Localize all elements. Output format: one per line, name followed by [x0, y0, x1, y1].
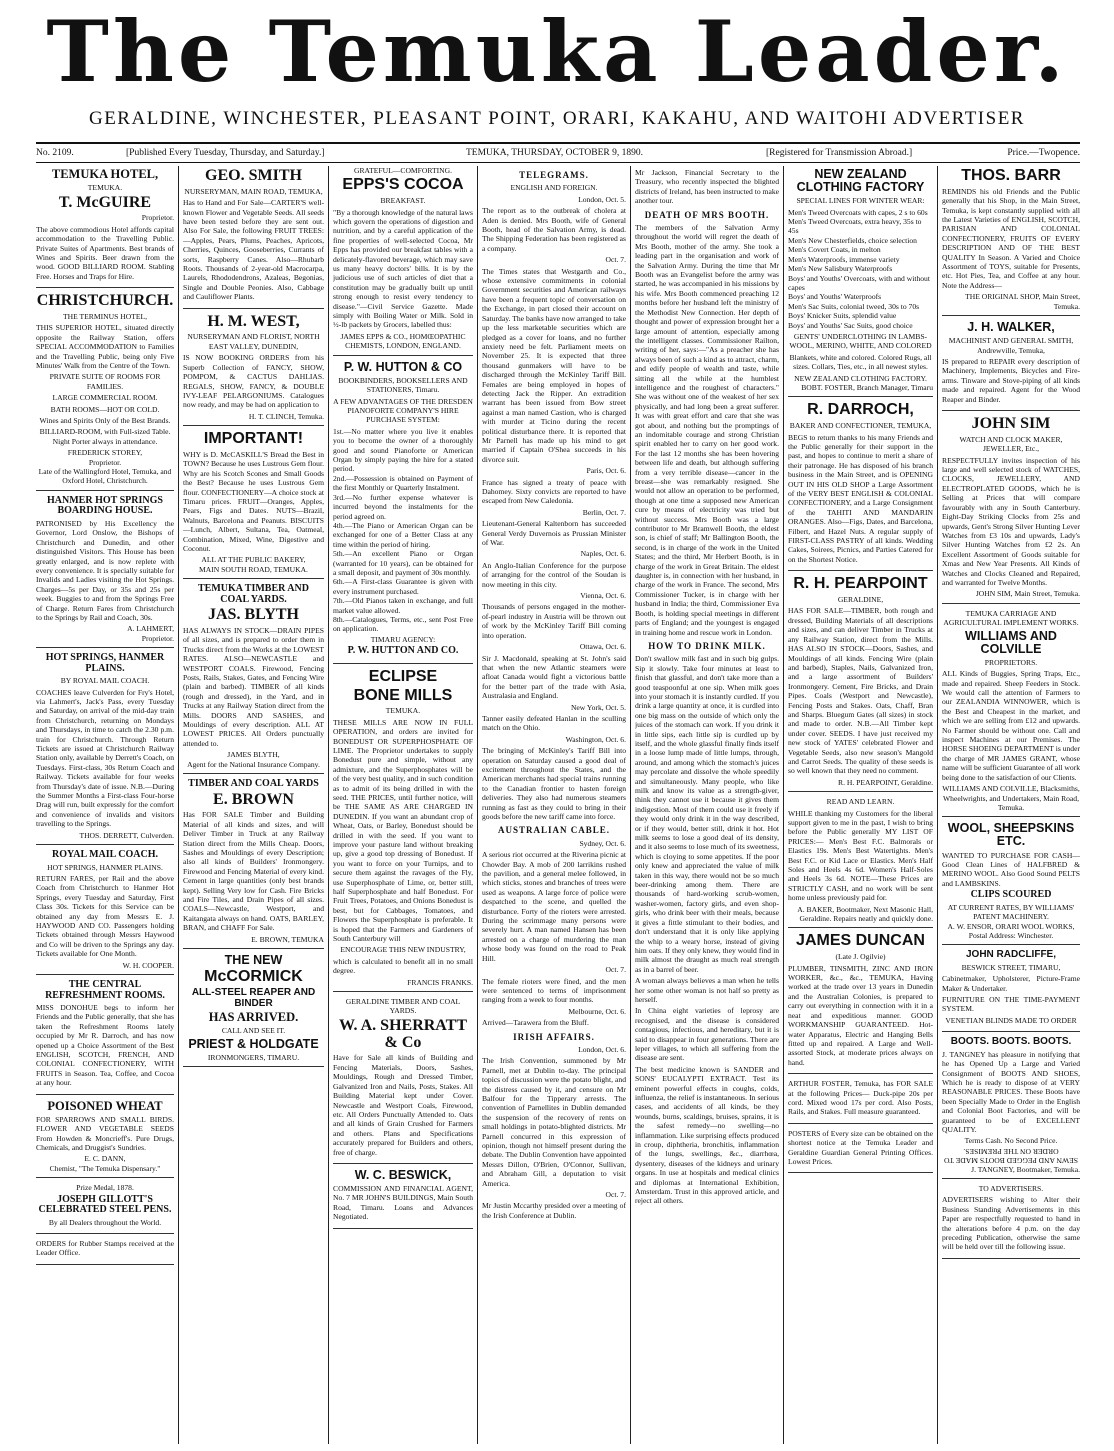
ad-body: Cabinetmaker, Upholsterer, Picture-Frame Maker & Undertaker. — [942, 974, 1080, 993]
list-item: 7th.—Old Pianos taken in exchange, and full market value allowed. — [333, 596, 473, 615]
ad-line: GENTS' UNDERCLOTHING IN LAMBS-WOOL, MERINO, WHITE, AND COLORED — [789, 331, 932, 351]
ad-body: PATRONISED by His Excellency the Governor, Lord Onslow, the Bishops of Christchurch and Dunedin, and other distinguished Visitors. This House has been greatly enlarged, and is now replete with every convenience. It is specially suitable for Invalids and Ladies visiting the Hot Springs. Charges—5s per Day, or 35s and 25s per week. Buggies to and from the Springs Free of Charge. Return Fares from Christchurch to the Springs by Rail and Coach, 30s. — [36, 518, 174, 622]
list-item: Men's Sac Suits, colonial tweed, 30s to 70s — [788, 301, 920, 311]
news-item — [482, 839, 626, 963]
boots-ad — [942, 1037, 1080, 1179]
list-item: Men's New Salisbury Waterproofs — [788, 264, 893, 274]
ad-body: ORDERS for Rubber Stamps received at the Leader Office. — [36, 1239, 174, 1258]
issue-price: Price.—Twopence. — [1007, 148, 1080, 158]
inverted-notice: SEWN AND PEGGED BOOTS MADE TO ORDER ON THE PREMISES. — [943, 1146, 1079, 1165]
ad-owner: PRIEST & HOLDGATE — [188, 1036, 319, 1051]
ad-heading: BONE MILLS — [353, 686, 453, 704]
rh-pearpoint-ad — [788, 576, 933, 792]
news-item — [482, 642, 626, 700]
epps-cocoa-ad — [333, 166, 473, 356]
ad-heading: McCORMICK — [204, 968, 303, 986]
ad-body: REMINDS his old Friends and the Public generally that his Shop, in the Main Street, Temuka, is kept constantly supplied with all the Latest Varieties of ENGLISH, SCOTCH, PARISIAN AND COLONIAL CONFECTIONERY, FRUITS OF EVERY DESCRIPTION AND OF THE BEST QUALITY In Season. A Varied and Choice Assortment of TOYS, suitable for Presents, etc. Hot Pies, Tea, and Coffee at any hour. Note the Address— — [942, 186, 1080, 290]
mccormick-ad — [183, 954, 324, 1067]
news-text: The bringing of McKinley's Tariff Bill into operation on Saturday caused a good deal of excitement throughout the States, and the American merchants had special trains running to the Canadian frontier to hasten foreign deliveries. They also had numerous steamers running as fast as they could to bring in their goods before the new tariff came into force. — [482, 746, 626, 821]
ad-subheading: NURSERYMAN AND FLORIST, NORTH EAST VALLEY, DUNEDIN, — [187, 332, 320, 351]
section-heading: IRISH AFFAIRS. — [513, 1031, 595, 1042]
dateline: London, Oct. 6. — [578, 1044, 626, 1054]
ad-heading: TEMUKA HOTEL, — [51, 167, 159, 181]
column-4 — [482, 166, 626, 1444]
dateline: London, Oct. 5. — [578, 194, 626, 204]
section-heading: TELEGRAMS. — [519, 170, 589, 180]
issue-bar — [36, 142, 1080, 163]
column-7 — [942, 166, 1080, 1444]
ad-line: Blankets, white and colored. Colored Rugs, all sizes. Collars, Ties, etc., in all newest styles. — [789, 352, 932, 372]
ad-line: BATH ROOMS—HOT OR COLD. — [50, 404, 160, 414]
pw-hutton-ad — [333, 361, 473, 664]
ad-heading: R. H. PEARPOINT — [793, 575, 928, 593]
ad-body: FOR SPARROWS AND SMALL BIRDS. FLOWER AND VEGETABLE SEEDS From Howden & Moncrieff's. Pure Drugs, Chemicals, and Druggist's Sundries. — [36, 1114, 174, 1153]
news-text: Mr Justin Mccarthy presided over a meeting of the Irish Conference at Dublin. — [482, 1201, 626, 1220]
ad-subheading: BY ROYAL MAIL COACH. — [60, 676, 150, 686]
ad-owner: FREDERICK STOREY, — [67, 448, 143, 458]
ad-subheading: THE TERMINUS HOTEL, — [62, 311, 148, 321]
ad-heading: JOSEPH GILLOTT'S CELEBRATED STEEL PENS. — [38, 1193, 172, 1216]
ad-body: WHILE thanking my Customers for the liberal support given to me in the past, I wish to bring before the Public generally MY LIST OF PRICES:— Men's Best F.C. Balmorals or Elastics 19s. Men's Best Watertights. Men's Best F.C. or Kid Lace or Elastics. Men's Half Soles and Heels 4s 6d. Women's Half-Soles and Heels 3s 6d. NOTE—These Prices are STRICTLY CASH, and no work will be sent home unless previously paid for. — [788, 808, 933, 903]
column-rule — [937, 166, 938, 1444]
list-item: Boys' and Youths' Overcoats, with and without capes — [788, 273, 930, 292]
list-item: Men's Covert Coats, in melton — [788, 245, 881, 255]
list-item: 4th.—The Piano or American Organ can be exchanged for one of a Better Class at any time within the period of hiring. — [333, 520, 473, 549]
nz-clothing-ad — [788, 168, 933, 397]
column-rule — [783, 166, 784, 1444]
ad-body: which is calculated to benefit all in no small degree. — [333, 956, 473, 976]
ad-heading: HANMER HOT SPRINGS BOARDING HOUSE. — [47, 494, 163, 517]
list-item: 8th.—Catalogues, Terms, etc., sent Post Free on application. — [333, 614, 473, 634]
ad-line: LARGE COMMERCIAL ROOM. — [52, 393, 158, 403]
section-subheading: ENGLISH AND FOREIGN. — [510, 183, 598, 193]
ad-line: MAIN SOUTH ROAD, TEMUKA. — [199, 564, 308, 574]
news-text: Don't swallow milk fast and in such big gulps. Sip it slowly. Take four minutes at least to finish that glassful, and don't take more than a good teaspoonful at one sip. When milk goes into your stomach it is instantly curdled. If you drink a large quantity at once, it is curdled into one big mass on the outside of which only the juices of the stomach can work. If you drink it in little sips, each little sip is curdled up by itself, and the whole glassful finally finds itself in a loose lump made of little lumps, through, around, and among which the stomach's juices may percolate and dissolve the whole speedily and simultaneously. Many people, who like milk and know its value as a strength-giver, think they cannot use it because it gives them indigestion. Most of them could use it freely if they would only drink it in the way described, or if they would, better still, drink it hot. Hot milk seems to lose a good deal of its density, and it also seems to lose much of its sweetness, which is cloying to some appetites. If the poor only knew and appreciated the value of milk taken in this way, there would not be so much beer-drinking among them. There are thousands of hard-working scrub-women, washer-women, factory girls, and even shop-girls, who drink beer with their meals, because it gives a fittle stimulant to their bodies, and don't understand that it is only like applying the whip to a weary horse, instead of giving him oats. If they only knew, they would find in milk almost the draught as much real strength as in a barrel of beer. — [635, 654, 779, 974]
ad-heading: H. M. WEST, — [207, 312, 300, 330]
to-advertisers-ad — [942, 1184, 1080, 1259]
rubber-stamps-ad — [36, 1239, 174, 1265]
ad-line: CALL AND SEE IT. — [221, 1026, 286, 1036]
dateline: Oct. 7. — [605, 965, 626, 975]
news-text: Sir J. Macdonald, speaking at St. John's said that when the new Atlantic steamers were afloat Canada would fight a victorious battle for the better part of the trade with Asia, Australasia and England. — [482, 653, 626, 701]
ad-heading: CHRISTCHURCH. — [36, 292, 174, 310]
dateline: Berlin, Oct. 7. — [582, 507, 626, 517]
ad-line: AT CURRENT RATES, BY WILLIAMS' PATENT MACHINERY. — [947, 902, 1075, 922]
terminus-hotel-ad — [36, 293, 174, 491]
ad-subheading: BAKER AND CONFECTIONER, TEMUKA, — [789, 421, 932, 431]
issue-number: No. 2109. — [36, 148, 74, 158]
news-text: The report as to the outbreak of cholera at Aden is denied. Mrs Booth, wife of General Booth, head of the Salvation Army, is dead. The Shipping Federation has been registered as a company. — [482, 206, 626, 253]
ad-heading: JOHN SIM — [971, 415, 1051, 433]
list-item: 6th.—A First-class Guarantee is given with every instrument purchased. — [333, 577, 473, 596]
ad-body: IS NOW BOOKING ORDERS from his Superb Collection of FANCY, SHOW, POMPOM, & CACTUS DAHLIAS. REGALS, SHOW, FANCY, & DOUBLE IVY-LEAF PELARGONIUMS. Catalogues now ready, and may be had on application to — [183, 353, 324, 410]
royal-mail-coach-ad — [36, 850, 174, 975]
ad-subheading: BREAKFAST. — [380, 196, 426, 206]
news-text: In China eight varieties of leprosy are recognised, and the disease is considered contagious, infectious, and hereditary, but it is said to disappear in four generations. There are leper villages, to which all suffering from the disease are sent. — [635, 1006, 779, 1063]
james-duncan-ad — [788, 933, 933, 1074]
ad-heading: HOT SPRINGS, HANMER PLAINS. — [45, 652, 165, 674]
ad-line: Terms Cash. No Second Price. — [964, 1136, 1058, 1146]
poisoned-wheat-ad — [36, 1100, 174, 1179]
ad-heading: JAS. BLYTH — [208, 606, 299, 624]
ad-heading: W. C. BESWICK, — [354, 1167, 452, 1182]
ad-note: Late of the Wallingford Hotel, Temuka, and Oxford Hotel, Christchurch. — [38, 467, 172, 486]
ad-subheading: TEMUKA TIMBER AND COAL YARDS. — [198, 583, 309, 605]
news-text: The members of the Salvation Army throughout the world will regret the death of Mrs Booth, mother of the army. She took a leading part in the organisation and work of the Salvation Army. During the time that Mr Booth was an Evangelist before the army was started, he was accompanied in his missions by his wife. Mrs Booth commenced preaching 12 months before her husband left the ministry of the Methodist New Connection. Her depth of thought and power of expression brought her a large amount of attention, especially among the intelligent classes. Commissioner Railton, writing of her, says:—"As a preacher she has always been of such a kind as to attract, charm, and edify people of wealth and taste, while sitting all the while at the humblest intelligence and the roughest of characters." She was without one of the weakest of her sex physically, and had long been a great sufferer. It was with great effort and care that she was got about, and nothing but the promptings of an indomitable courage and strong Christian spirit enabled her to carry on her good work. For the last 12 months she has been hovering between life and death, but although suffering from a very terrible disease—cancer in the breast—she was remarkably resigned. She would not allow an operation to be performed, though at one time a supposed new American cure by means of electricity was tried but without success. Mrs Booth was a large contributor to Mr Bramwell Booth, the eldest son, is chief of staff; Mr Ballington Booth, the second, is in charge of the work in the United States; and the third, Mr Herbert Booth, is in charge of the work in Great Britain. The eldest daughter is, in connection with her husband, in charge of the work in France. The second, Mrs Commissioner Tucker, is in charge with her husband in India; the third, Commissioner Eva Booth, is holding special meetings in different parts of England; and the youngest is engaged in training home and rescue work in London. — [635, 223, 779, 637]
ad-role: Chemist, "The Temuka Dispensary." — [49, 1163, 161, 1173]
ad-heading: READ AND LEARN. — [826, 797, 895, 807]
ad-body: "By a thorough knowledge of the natural laws which govern the operations of digestion and nutrition, and by a careful application of the fine properties of well-selected Cocoa, Mr Epps has provided our breakfast tables with a delicately-flavored beverage, which may save us many heavy doctors' bills. It is by the judicious use of such articles of diet that a constitution may be gradually built up until strong enough to resist every tendency to disease."—Civil Service Gazette. Made simply with Boiling Water or Milk. Sold in ½-lb packets by Grocers, labelled thus: — [333, 207, 473, 330]
ad-heading: E. BROWN — [213, 790, 294, 808]
dateline: New York, Oct. 5. — [570, 702, 626, 712]
ad-role: BOBT. FOSTER, Branch Manager, Timaru — [801, 382, 933, 392]
list-item: 1st.—No matter where you live it enables you to become the owner of a thoroughly good and sound Pianoforte or American Organ by simply paying the hire for a stated period. — [333, 426, 473, 474]
column-rule — [328, 166, 329, 1444]
ad-owner: W. H. COOPER. — [122, 960, 174, 970]
column-6 — [788, 166, 933, 1444]
ad-heading: P. W. HUTTON & CO — [343, 359, 463, 374]
ad-subheading: GRATEFUL—COMFORTING. — [353, 166, 453, 175]
ad-owner: E. BROWN, TEMUKA — [251, 934, 324, 944]
ad-body: ADVERTISERS wishing to Alter their Business Standing Advertisements in this Paper are respectfully requested to hand in the alterations before 4 p.m. on the day preceding Publication, otherwise the same will be held over till the following issue. — [942, 1195, 1080, 1252]
ad-heading: ROYAL MAIL COACH. — [51, 849, 159, 861]
issue-dateline: TEMUKA, THURSDAY, OCTOBER 9, 1890. — [466, 148, 644, 158]
temuka-hotel-ad — [36, 168, 174, 288]
geo-smith-ad — [183, 168, 324, 309]
list-item: Men's Waterproofs, immense variety — [788, 254, 900, 264]
news-item — [482, 1190, 626, 1220]
news-text: Thousands of persons engaged in the mother-of-pearl industry in Austria will be thrown out of work by the McKinley Tariff Bill coming into operation. — [482, 602, 626, 640]
thos-barr-ad — [942, 168, 1080, 316]
ad-heading: EPPS'S COCOA — [342, 176, 464, 194]
hire-purchase-list — [333, 427, 473, 634]
ad-heading: POISONED WHEAT — [47, 1098, 163, 1113]
ad-subheading: THE NEW — [224, 953, 283, 968]
news-text: France has signed a treaty of peace with Dahomey. Sixty convicts are reported to have escaped from New Caledonia. — [482, 477, 626, 506]
ad-subheading: TIMBER AND COAL YARDS — [188, 778, 319, 790]
posters-ad — [788, 1129, 933, 1174]
ad-heading: ECLIPSE — [368, 667, 438, 685]
ad-body: POSTERS of Every size can be obtained on the shortest notice at the Temuka Leader and Geraldine Guardian General Printing Offices. Lowest Prices. — [788, 1128, 933, 1166]
list-item: Boys' and Youths' Waterproofs — [788, 292, 882, 302]
ad-heading: TO ADVERTISERS. — [978, 1184, 1044, 1194]
dateline: Ottawa, Oct. 6. — [579, 642, 626, 652]
ad-line: Wines and Spirits Only of the Best Brands. — [39, 416, 171, 426]
news-text: A woman always believes a man when he tells her some other woman is not half so pretty as herself. — [635, 976, 779, 1004]
ad-body: THESE MILLS ARE NOW IN FULL OPERATION, and orders are invited for BONEDUST OR SUPERPHOSPHATE OF LIME. The Proprietor undertakes to supply Bonedust pure and simple, without any admixture, and the Superphosphates will be of the very best quality, and in such condition as to admit of its being drilled in with the seed. THE PRICES, until further notice, will be THE SAME AS ARE CHARGED IN DUNEDIN. If you want an abundant crop of Wheat, Oats, or Barley, Bonedust should be drilled in with the seed. If you want to improve your pasture land without breaking up, give a good top dressing of Bonedust. If you want to force on your Turnips, and to secure them against the ravages of the Fly, use Superphosphate of Lime, or, better still, half Superphosphate and half Bonedust. For Fruit Trees, Potatoes, and Onions Bonedust is best, but for Cabbages, Tomatoes, and Flowers the Superphosphate is preferable. It is hoped that the Farmers and Gardeners of South Canterbury will — [333, 717, 473, 944]
john-radcliffe-ad — [942, 950, 1080, 1032]
ad-owner: THE ORIGINAL SHOP, Main Street, Temuka. — [965, 292, 1080, 311]
ad-subheading: PROPRIETORS. — [984, 657, 1038, 667]
beswick-ad — [333, 1169, 473, 1229]
ad-heading: J. H. WALKER, — [967, 320, 1055, 335]
news-item — [482, 735, 626, 822]
ad-body: HAS ALWAYS IN STOCK—DRAIN PIPES of all sizes, and is prepared to order them in Trucks direct from the Works at the LOWEST RATES. ALSO—NEWCASTLE and WESTPORT COALS. Firewood, Fencing Posts, Rails, Stakes, Gates, and Fencing Wire (plain and barbed). TIMBER of all kinds (rough and dressed), in the Yard, and in Trucks at any Railway Station direct from the Mills. DOORS AND SASHES, and Mouldings of every description. ALL AT LOWEST PRICES. All Orders punctually attended to. — [183, 626, 324, 748]
list-item: Boys' and Youths' Sac Suits, good choice — [788, 320, 913, 330]
sherratt-ad — [333, 997, 473, 1164]
ad-body: The above commodious Hotel affords capital accommodation to the Travelling Public. Private Suites of Apartments. Best brands of Wines and Spirits. Beer drawn from the wood. GOOD BILLIARD ROOM. Stabling Free. Horses and Traps for Hire. — [36, 224, 174, 281]
ad-note: Prize Medal, 1878. — [76, 1183, 134, 1193]
ad-owner: JAMES BLYTH, — [227, 750, 280, 760]
arthur-foster-ad — [788, 1079, 933, 1124]
section-heading: AUSTRALIAN CABLE. — [497, 825, 611, 836]
column-rule — [178, 166, 179, 1444]
ad-subheading: MACHINIST AND GENERAL SMITH, Andrewville, Temuka, — [948, 336, 1074, 355]
ad-heading: JAMES DUNCAN — [796, 932, 925, 950]
ad-owner: JOHN SIM, Main Street, Temuka. — [975, 589, 1080, 599]
ad-heading: IMPORTANT! — [203, 430, 304, 448]
news-item — [482, 703, 626, 733]
ad-owner: A. LAHMERT, — [127, 624, 174, 634]
ad-place: TEMUKA. — [385, 706, 421, 716]
r-darroch-ad — [788, 402, 933, 571]
hanmer-coach-ad — [36, 653, 174, 845]
ad-body: COMMISSION AND FINANCIAL AGENT, No. 7 MR JOHN'S BUILDINGS, Main South Road, Timaru. Loans and Advances Negotiated. — [333, 1184, 473, 1222]
ad-owner: P. W. HUTTON AND CO. — [347, 645, 459, 657]
news-item — [482, 591, 626, 640]
news-item — [482, 1007, 626, 1028]
newspaper-title: The Temuka Leader. — [46, 2, 1068, 101]
news-item — [482, 195, 626, 253]
ad-subheading: SPECIAL LINES FOR WINTER WEAR: — [796, 196, 925, 206]
dateline: Oct. 7. — [605, 1190, 626, 1200]
ad-heading: THE CENTRAL REFRESHMENT ROOMS. — [45, 979, 165, 1001]
dateline: Oct. 7. — [605, 255, 626, 265]
ad-heading: BOOTS. BOOTS. BOOTS. — [950, 1036, 1072, 1048]
masthead — [0, 0, 1114, 150]
list-item: Men's New Chesterfields, choice selection — [788, 235, 917, 245]
news-text: Mr Jackson, Financial Secretary to the Treasury, who recently inspected the blighted districts of Ireland, has been instructed to make another tour. — [635, 168, 779, 206]
jas-blyth-ad — [183, 584, 324, 774]
ad-line: PRIVATE SUITE OF ROOMS FOR FAMILIES. — [49, 372, 161, 391]
dateline: Vienna, Oct. 6. — [580, 591, 626, 601]
ad-heading: GEO. SMITH — [205, 167, 302, 184]
a-baker-ad — [788, 797, 933, 928]
section-heading: DEATH OF MRS BOOTH. — [644, 209, 770, 220]
ad-body: HAS FOR SALE—TIMBER, both rough and dressed, Building Materials of all descriptions and sizes, and can deliver Timber in Trucks at any Railway Station, direct from the Mills. HAS ALSO IN STOCK—Doors, Sashes, and Mouldings of all kinds. Fencing Wire (plain and barbed), Staples, Nails, Galvanized Iron, and a large assortment of Builders' Ironmongery. Cement, Fire Bricks, and Drain Pipes. Coals (Westport and Newcastle), Fencing Posts and Stakes. Oats, Chaff, Bran and Sharps. Bluegum Gates (all sizes) in stock and made to order. N.B.—All Timber kept under cover. SEEDS. I have just received my new stock of YATES' celebrated Flower and Vegetable Seeds, also new season's Mangold and Carrot Seeds. The quality of these seeds is so well known that they need no comment. — [788, 606, 933, 776]
dateline: Naples, Oct. 6. — [580, 549, 626, 559]
ad-body: WANTED TO PURCHASE FOR CASH—Good Clean Lines of HALFBRED & MERINO WOOL. Also Good Sound PELTS and LAMBSKINS. — [942, 850, 1080, 888]
ad-body: RETURN FARES, per Rail and the above Coach from Christchurch to Hanmer Hot Springs, every Tuesday and Saturday, First Class 30s. Tickets for this Service can be obtained any day from Messrs E. J. HAYWOOD AND CO. Passengers holding Tickets obtained through Messrs Haywood and Co will be driven to the Springs any day. Tickets available for One Month. — [36, 873, 174, 959]
ad-owner: A. W. ENSOR, ORARI WOOL WORKS, Postal Address: Winchester. — [947, 921, 1075, 940]
news-text: Arrived—Tarawera from the Bluff. — [482, 1018, 589, 1028]
news-item — [482, 965, 626, 1005]
ad-heading: W. A. SHERRATT & Co — [338, 1016, 468, 1051]
news-text: The best medicine known is SANDER and SONS' EUCALYPTI EXTRACT. Test its eminent powerful effects in coughs, colds, influenza, the relief is instantaneous. In serious cases, and accidents of all kinds, be they wounds, burns, scaldings, bruises, sprains, it is the safest remedy—no swelling—no inflammation. Like surprising effects produced in croup, diphtheria, bronchitis, inflammation of the lungs, swellings, &c., diarrhœa, dysentery, diseases of the kidneys and urinary organs. In use at hospitals and medical clinics and diplomas at International Exhibition, Amsterdam. Trust in this approved article, and reject all others. — [635, 1064, 779, 1206]
news-item — [482, 466, 626, 506]
ad-body: ALL Kinds of Buggies, Spring Traps, Etc., made and repaired. Sheep Feeders in Stock. We would call the attention of Farmers to our ZEALANDIA WINNOWER, which is the Best and Cheapest in the market, and which we are selling from £12 and upwards. No Farmer should be without one. Call and inspect Machines at our Premises. The HORSE SHOEING DEPARTMENT is under the charge of MR JAMES GRANT, whose name will be sufficient Guarantee of all work being done to the satisfaction of our Clients. — [942, 669, 1080, 782]
ad-subheading: (Late J. Ogilvie) — [835, 952, 886, 962]
ad-owner: FRANCIS FRANKS. — [407, 977, 473, 987]
gillott-pens-ad — [36, 1183, 174, 1234]
wool-sheepskins-ad — [942, 822, 1080, 945]
john-sim-ad — [942, 416, 1080, 604]
news-item — [482, 1045, 626, 1188]
ad-owner: A. BAKER, Bootmaker, Next Masonic Hall, Geraldine. Repairs neatly and quickly done. — [797, 904, 933, 924]
ad-heading: WILLIAMS AND COLVILLE — [965, 628, 1057, 656]
williams-colville-ad — [942, 609, 1080, 818]
ad-body: By all Dealers throughout the World. — [48, 1217, 162, 1227]
ad-subheading: NURSERYMAN, MAIN ROAD, TEMUKA, — [184, 186, 323, 196]
column-5 — [635, 166, 779, 1444]
e-brown-ad — [183, 779, 324, 949]
news-text: The female rioters were fined, and the men were sentenced to terms of imprisonment ranging from a week to four months. — [482, 976, 626, 1005]
ad-subheading: A FEW ADVANTAGES OF THE DRESDEN PIANOFORTE COMPANY'S HIRE PURCHASE SYSTEM: — [333, 396, 473, 425]
ad-role: IRONMONGERS, TIMARU. — [207, 1052, 300, 1062]
column-rule — [630, 166, 631, 1444]
news-text: Tanner easily defeated Hanlan in the sculling match on the Ohio. — [482, 713, 626, 733]
dateline: Paris, Oct. 6. — [586, 466, 626, 476]
ad-body: RESPECTFULLY invites inspection of his large and well selected stock of WATCHES, CLOCKS, JEWELLERY, AND ELECTROPLATED GOODS, which he is Selling at Prices that will compare favourably with any in South Canterbury. Eight-Day Striking Clocks from 25s and upwards, Gent's Strong Silver Hunting Lever Watches from £3 10s and upwards, Lady's Silver Hunting Watches from £2 2s. An Excellent Assortment of Goods suitable for Xmas and New Year Presents. All Kinds of Watches and Clocks Cleaned and Repaired, and warranted for Twelve Months. — [942, 455, 1080, 587]
news-text: The Irish Convention, summoned by Mr Parnell, met at Dublin to-day. The principal topics of discussion were the potato blight, and the distress caused by it, and censure on Mr Balfour for the Tipperary arrests. The convention of Parnellites in Dublin demanded the suspension of the recovery of rents on small holdings in potato-blighted districts. Mr Parnell concurred in this expression of opinion, though not himself present during the debate. The Dublin Convention have appointed Messrs Dillon, O'Brien, O'Connor, Sullivan, and Abraham Gill, a deputation to visit America. — [482, 1056, 626, 1188]
ad-owner: T. McGUIRE — [58, 193, 152, 211]
dateline: Washington, Oct. 6. — [565, 734, 626, 744]
ad-heading: THOS. BARR — [961, 167, 1061, 184]
column-rule — [477, 166, 478, 1444]
ad-place: TEMUKA. — [87, 183, 123, 193]
ad-owner: NEW ZEALAND CLOTHING FACTORY. — [794, 373, 927, 383]
section-heading: HOW TO DRINK MILK. — [648, 640, 766, 651]
ad-subheading: TEMUKA CARRIAGE AND AGRICULTURAL IMPLEMENT WORKS. — [943, 608, 1079, 628]
list-item: Boys' Knicker Suits, splendid value — [788, 311, 897, 321]
ad-body: FURNITURE ON THE TIME-PAYMENT SYSTEM. — [942, 995, 1080, 1014]
ad-body: WHY is D. McCASKILL'S Bread the Best in TOWN? Because he uses Lustrous Gem flour. Why are his Scotch Scones and Small Goods the Best? Because he uses Lustrous Gem flour. CONFECTIONERY—A choice stock at Timaru prices. FRUIT—Oranges, Apples, Pears, Figs and Dates. NUTS—Brazil, Walnuts, Barcelona and Peanuts. BISCUITS—Lunch, Albert, Sultana, Tea, Oatmeal, Combination, Mixed, Wine, Digestive and Coconut. — [183, 449, 324, 553]
ad-heading: R. DARROCH, — [807, 401, 914, 419]
ad-role: Proprietor. — [141, 213, 174, 223]
column-2 — [183, 166, 324, 1444]
column-3 — [333, 166, 473, 1444]
ad-body: THIS SUPERIOR HOTEL, situated directly opposite the Railway Station, offers SPECIAL ACCOMMODATION to Families and the Travelling Public, being only Five Minutes' Walk from the Centre of the Town. — [36, 323, 174, 370]
ad-subheading: BOOKBINDERS, BOOKSELLERS AND STATIONERS, Timaru. — [338, 375, 468, 395]
ad-owner: JAMES EPPS & CO., HOMŒOPATHIC CHEMISTS, LONDON, ENGLAND. — [340, 331, 466, 351]
ad-line: ALL AT THE PUBLIC BAKERY, — [201, 555, 306, 565]
news-item — [482, 549, 626, 589]
ad-subheading: WATCH AND CLOCK MAKER, JEWELLER, Etc., — [959, 434, 1063, 454]
ad-body: MISS DONOHUE begs to inform her Friends and the Public generally, that she has taken the Refreshment Rooms lately occupied by Mr R. Darroch, and has now opened up a Choice Assortment of the Best ENGLISH, SCOTCH, FRENCH, AND COLONIAL CONFECTIONERY, WITH FRUITS in Season. Tea, Coffee, and Cocoa at any hour. — [36, 1003, 174, 1088]
ad-line: BILLIARD-ROOM, with Full-sized Table. Night Porter always in attendance. — [39, 427, 171, 446]
ad-line: CLIPS SCOURED — [970, 889, 1052, 901]
news-item — [482, 255, 626, 464]
dateline: Sydney, Oct. 6. — [579, 838, 626, 848]
list-item: 3rd.—No further expense whatever is incurred beyond the instalments for the period agreed on. — [333, 492, 473, 521]
ad-body: IS prepared to REPAIR every description of Machinery, Implements, Bicycles and Fire-arms. Tinware and Stove-piping of all kinds made and repaired. Agent for the Wood Reaper and Binder. — [942, 357, 1080, 404]
ad-owner: R. H. PEARPOINT, Geraldine. — [838, 777, 933, 787]
news-text: A serious riot occurred at the Riverina picnic at Chowder Bay. A mob of 200 larrikins rushed the pavilion, and a general melee followed, in which sticks, stones and branches of trees were used as weapons. A large force of police were despatched to the scene, and quelled the disturbance. Forty of the rioters were arrested. During the scrimmage many persons were severely hurt. A man named Hansen has been arrested on a charge of murdering the man whose body was found on the road to Peak Hill. — [482, 850, 626, 963]
ad-body: Have for Sale all kinds of Building and Fencing Materials, Doors, Sashes, Mouldings, Rough and Dressed Timber, Galvanized Iron and Nails, Posts, Stakes. All Building Material kept under Cover. Newcastle and Westport Coals, Firewood, etc. All Orders Punctually Attended to. Oats and all kinds of Grain Crushed for Farmers and others. Plans and Specifications accurately prepared for Builders and others, free of charge. — [333, 1053, 473, 1157]
news-text: An Anglo-Italian Conference for the purpose of arranging for the control of the Soudan is now meeting in this city. — [482, 560, 626, 589]
ad-body: ARTHUR FOSTER, Temuka, has FOR SALE at the following Prices— Duck-pipe 20s per cord. Mixed wood 17s per cord. Also Posts, Rails, and Stakes. Full measure guaranteed. — [788, 1079, 933, 1117]
list-item: 5th.—An excellent Piano or Organ (warranted for 10 years), can be obtained for a small deposit, and payment of 30s monthly. — [333, 549, 473, 577]
issue-registration: [Registered for Transmission Abroad.] — [766, 148, 913, 158]
dateline: Melbourne, Oct. 6. — [568, 1006, 626, 1016]
jh-walker-ad — [942, 321, 1080, 411]
ad-subheading: GERALDINE, — [837, 595, 884, 605]
ad-role: Agent for the National Insurance Company. — [187, 759, 320, 769]
ad-heading: NEW ZEALAND CLOTHING FACTORY — [796, 167, 925, 195]
ad-owner: WILLIAMS AND COLVILLE, Blacksmiths, Wheelwrights, and Undertakers, Main Road, Temuka. — [942, 784, 1080, 812]
ad-line: ENCOURAGE THIS NEW INDUSTRY, — [340, 945, 466, 955]
ad-body: J. TANGNEY has pleasure in notifying that he has Opened Up a Large and Varied Consignment of BOOTS AND SHOES, Which he is ready to dispose of at VERY REASONABLE PRICES. These Boots have been Specially Made to Order in the English and Colonial Boot Factories, and will be guaranteed to be of EXCELLENT QUALITY. — [942, 1049, 1080, 1134]
ad-owner: J. TANGNEY, Bootmaker, Temuka. — [971, 1164, 1080, 1174]
list-item: Men's Tweed Overcoats with capes, 2 s to 60s — [788, 207, 928, 217]
hm-west-ad — [183, 314, 324, 426]
clothing-list — [788, 208, 933, 330]
ad-heading: WOOL, SHEEPSKINS ETC. — [947, 821, 1075, 849]
issue-schedule: [Published Every Tuesday, Thursday, and Saturday.] — [126, 148, 325, 158]
news-text: The Times states that Westgarth and Co., whose extensive commitments in colonial Government securities and American railways have been a frequent topic of conversation on the Exchange, in part closed their account on Saturday. The banks have now arranged to take up the less marketable securities which are pledged as a cover for loans, and no further anxiety need be felt. Parliament meets on November 25. It is expected that three thousand gunmakers will have to be discharged through the McKinley Tariff Bill. Females are being employed in hopes of detecting Jack the Ripper. An extradition warrant has been issued from Bow street against a man named Castion, who is charged with murder at Ticino during the recent political disturbance there. It is reported that Mr Parnell has made up his mind to get married if Captain O'Shea succeeds in his divorce suit. — [482, 266, 626, 464]
ad-subheading: GERALDINE TIMBER AND COAL YARDS. — [345, 997, 461, 1016]
hanmer-boarding-ad — [36, 496, 174, 648]
ad-subheading: ALL-STEEL REAPER AND BINDER — [191, 987, 316, 1009]
ad-heading: JOHN RADCLIFFE, — [966, 949, 1056, 961]
ad-body: Has FOR SALE Timber and Building Material of all kinds and sizes, and will Deliver Timber in Truck at any Railway Station direct from the Mills Cheap. Doors, Sashes and Mouldings of every Description; also all kinds of Builders' Ironmongery. Firewood and Fencing Material of every kind. Cement in large quantities (only best brands kept). Selling Very low for Cash. Fire Bricks and Fire Tiles, and Drain Pipes of all sizes. COALS—Newcastle, Westport, and Kaitangata always on hand. OATS, BARLEY, BRAN, and CHAFF For Sale. — [183, 810, 324, 933]
ad-role: Proprietor. — [88, 457, 122, 467]
ad-role: Proprietor. — [141, 633, 174, 643]
eclipse-bone-mills-ad — [333, 669, 473, 992]
list-item: 2nd.—Possession is obtained on Payment of the first Monthly or Quarterly Instalment. — [333, 473, 473, 493]
ad-subheading: BESWICK STREET, TIMARU, — [961, 962, 1061, 972]
refreshment-rooms-ad — [36, 980, 174, 1095]
ad-owner: H. T. CLINCH, Temuka. — [248, 411, 324, 421]
ad-owner: THOS. DERRETT, Culverden. — [79, 830, 174, 840]
ad-owner: E. C. DANN, — [84, 1154, 126, 1164]
important-bakery-ad — [183, 431, 324, 579]
ad-body: Has to Hand and For Sale—CARTER'S well-known Flower and Vegetable Seeds. All seeds have been tested before they are sent out. Also For Sale, the following FRUIT TREES:—Apples, Pears, Plums, Peaches, Apricots, Cherries, Quinces, Gooseberries, Currants of sorts, Raspberry Canes. Also—Rhubarb Roots. Thousands of 2-year-old Macrocarpa, Laurels, Rhododendrons, Azaleas, Begonias, Single and Double Peonies. Also, Cabbage and Cauliflower Plants. — [183, 198, 324, 302]
list-item: Men's Tweed Overcoats, extra heavy, 35s to 45s — [788, 217, 922, 236]
newspaper-subtitle: GERALDINE, WINCHESTER, PLEASANT POINT, ORARI, KAKAHU, AND WAITOHI ADVERTISER — [88, 108, 1025, 129]
column-1 — [36, 166, 174, 1444]
news-item — [482, 508, 626, 548]
ad-subheading: HOT SPRINGS, HANMER PLAINS. — [47, 862, 163, 872]
ad-body: BEGS to return thanks to his many Friends and the Public generally for their support in the past, and hopes to continue to merit a share of their patronage. He has disposed of his branch business in the Main Street, and is OPENING OUT IN HIS OLD SHOP a Large Assortment of the VERY BEST ENGLISH & COLONIAL CONFECTIONERY, and a Large Consignment of the TAHITI AND MANDARIN ORANGES. Also—Figs, Dates, and Barcelona, Filbert, and Hazel Nuts. A regular supply of FIRST-CLASS PASTRY of all kinds. Wedding Cakes, Soirees, Picnics, and Parties Catered for on the Shortest Notice. — [788, 432, 933, 564]
ad-body: PLUMBER, TINSMITH, ZINC AND IRON WORKER, &c., &c., TEMUKA, Having worked at the trade over 13 years in Dunedin and the Australian Colonies, is prepared to carry out everything in connection with it in a neat and expeditious manner. GOOD WORKMANSHIP GUARANTEED. Hot-water Apparatus, Electric and Hanging Bells fitted up and repaired. A Large and Well-assorted Stock, at moderate prices always on hand. — [788, 963, 933, 1067]
ad-line: HAS ARRIVED. — [208, 1010, 299, 1024]
ad-body: COACHES leave Culverden for Fry's Hotel, via Lahmert's, Jack's Pass, every Tuesday and Saturday, on arrival of the mid-day train from Christchurch, returning on Mondays and Thursdays, in time to catch the 2.30 p.m. train for Christchurch. Through Return Tickets are issued at Christchurch Railway Station only, available by Derrett's Coach, on Tuesdays. First-class, 30s Return Coach and Railway. Tickets available for four weeks from Thursday's date of issue. N.B.—During the Summer Months a First-class Four-horse Drag will run, built expressly for the comfort and convenience of invalids and visitors travelling to the Springs. — [36, 687, 174, 829]
ad-line: VENETIAN BLINDS MADE TO ORDER — [945, 1015, 1077, 1025]
ad-line: TIMARU AGENCY: — [370, 634, 436, 644]
news-text: Lieutenant-General Kaltenborn has succeeded General Verdy Duvernois as Prussian Minister of War. — [482, 519, 626, 548]
